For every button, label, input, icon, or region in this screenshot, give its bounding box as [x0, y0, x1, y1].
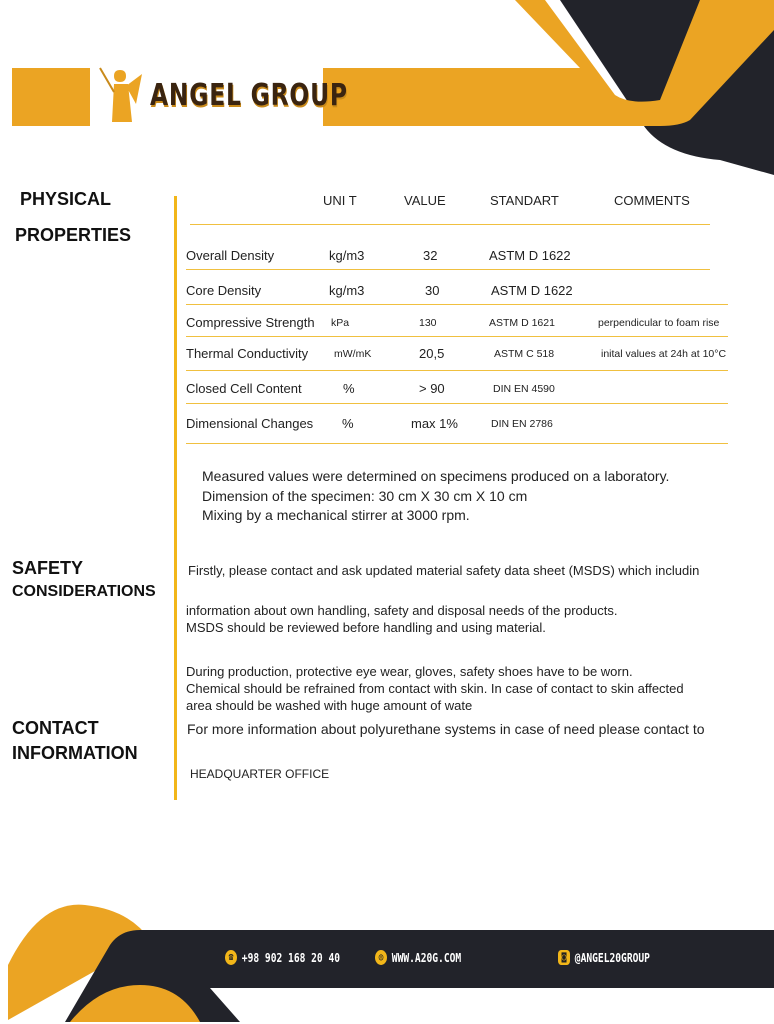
brand-name: ANGEL GROUP — [150, 78, 348, 113]
cell-standard: ASTM D 1622 — [491, 283, 573, 298]
text-line: information about own handling, safety and disposal needs of the products. — [186, 603, 618, 618]
cell-unit: % — [342, 416, 354, 431]
divider — [186, 304, 728, 305]
section-title-physical: PHYSICAL — [20, 189, 112, 209]
angel-logo-icon — [96, 64, 144, 126]
phone-text: +98 902 168 20 40 — [241, 950, 341, 965]
cell-standard: DIN EN 4590 — [493, 383, 555, 395]
section-title-safety: SAFETY — [12, 558, 84, 578]
col-header-unit: UNI T — [323, 193, 357, 208]
cell-value: > 90 — [419, 381, 445, 396]
cell-property: Overall Density — [186, 248, 275, 263]
safety-paragraph — [186, 602, 617, 636]
globe-icon: ◎ — [375, 950, 387, 965]
text-line: area should be washed with huge amount of wate — [186, 698, 473, 713]
cell-property: Closed Cell Content — [186, 381, 302, 396]
notes — [202, 467, 669, 526]
header-orange-block — [12, 68, 90, 126]
cell-comment: inital values at 24h at 10°C — [601, 348, 727, 360]
note-line: Dimension of the specimen: 30 cm X 30 cm X 10 cm — [202, 487, 528, 504]
footer-phone[interactable] — [225, 950, 340, 965]
cell-value: 32 — [423, 248, 438, 263]
cell-standard: ASTM C 518 — [494, 348, 555, 360]
cell-property: Compressive Strength — [186, 315, 315, 330]
cell-standard: DIN EN 2786 — [491, 418, 553, 430]
col-header-value: VALUE — [404, 193, 446, 208]
cell-unit: % — [343, 381, 355, 396]
safety-paragraph — [186, 663, 684, 714]
cell-value: max 1% — [411, 416, 458, 431]
divider — [190, 224, 710, 225]
section-title-contact: CONTACT — [12, 718, 99, 738]
section-title-considerations: CONSIDERATIONS — [12, 583, 156, 600]
cell-property: Thermal Conductivity — [186, 346, 309, 361]
cell-comment: perpendicular to foam rise — [598, 317, 720, 329]
social-text: @ANGEL20GROUP — [574, 950, 650, 965]
divider — [186, 336, 728, 337]
cell-unit: kPa — [331, 317, 350, 329]
col-header-comments: COMMENTS — [614, 193, 690, 208]
divider — [186, 443, 728, 444]
cell-unit: kg/m3 — [329, 283, 365, 298]
cell-unit: mW/mK — [334, 348, 372, 360]
cell-value: 130 — [419, 317, 437, 329]
note-line: Measured values were determined on specimens produced on a laboratory. — [202, 468, 670, 484]
note-line: Mixing by a mechanical stirrer at 3000 rpm. — [202, 507, 470, 523]
phone-icon: ☎ — [225, 950, 237, 965]
section-title-information: INFORMATION — [12, 743, 138, 763]
cell-standard: ASTM D 1621 — [489, 317, 555, 329]
website-text: WWW.A20G.COM — [391, 950, 462, 965]
text-line: MSDS should be reviewed before handling and using material. — [186, 620, 546, 635]
headquarter-office: HEADQUARTER OFFICE — [190, 767, 330, 781]
divider — [186, 370, 728, 371]
contact-text: For more information about polyurethane systems in case of need please contact to — [187, 721, 705, 737]
footer-website[interactable] — [375, 950, 461, 965]
cell-value: 30 — [425, 283, 440, 298]
divider — [186, 403, 728, 404]
cell-unit: kg/m3 — [329, 248, 365, 263]
text-line: During production, protective eye wear, gloves, safety shoes have to be worn. — [186, 664, 633, 679]
cell-standard: ASTM D 1622 — [489, 248, 571, 263]
divider — [186, 269, 710, 270]
instagram-icon: ◙ — [558, 950, 570, 965]
section-divider — [174, 196, 177, 800]
text-line: Chemical should be refrained from contact with skin. In case of contact to skin affected — [186, 681, 684, 696]
cell-value: 20,5 — [419, 346, 445, 361]
footer-social[interactable] — [558, 950, 650, 965]
section-title-properties: PROPERTIES — [15, 225, 132, 245]
safety-paragraph: Firstly, please contact and ask updated material safety data sheet (MSDS) which includin — [188, 563, 700, 578]
col-header-standard: STANDART — [490, 193, 559, 208]
cell-property: Dimensional Changes — [186, 416, 314, 431]
cell-property: Core Density — [186, 283, 262, 298]
